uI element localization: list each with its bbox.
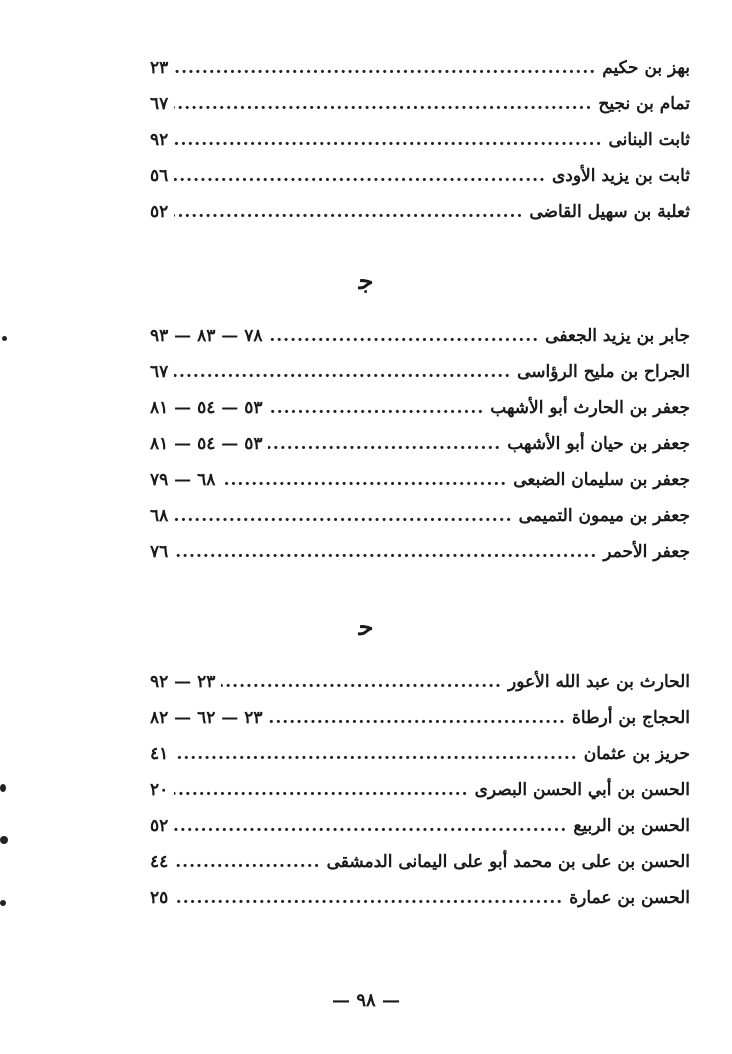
index-entry bbox=[150, 540, 690, 576]
section-heading-ha: ﺣ bbox=[358, 612, 374, 641]
dot-leader bbox=[174, 200, 523, 224]
entry-pages: ٦٧ bbox=[150, 362, 169, 382]
index-entry bbox=[150, 742, 690, 778]
entry-pages: ٦٧ bbox=[150, 94, 169, 114]
index-entry bbox=[150, 128, 690, 164]
entry-pages: ٧٨ — ٨٣ — ٩٣ bbox=[150, 326, 263, 346]
dot-leader bbox=[174, 742, 577, 766]
dot-leader bbox=[174, 778, 468, 802]
entry-name: الحسن بن الربيع bbox=[573, 816, 690, 836]
index-entry bbox=[150, 56, 690, 92]
index-entry bbox=[150, 164, 690, 200]
index-entry bbox=[150, 468, 690, 504]
dot-leader bbox=[174, 56, 596, 80]
index-entry bbox=[150, 670, 690, 706]
entry-pages: ٢٣ — ٩٢ bbox=[150, 672, 216, 692]
index-entry bbox=[150, 706, 690, 742]
entry-name: جعفر الأحمر bbox=[603, 542, 690, 562]
dot-leader bbox=[174, 850, 320, 874]
index-entry bbox=[150, 432, 690, 468]
dot-leader bbox=[174, 164, 546, 188]
entry-name: الجراح بن مليح الرؤاسى bbox=[517, 362, 690, 382]
entry-name: جعفر بن ميمون التميمى bbox=[518, 506, 690, 526]
entry-pages: ٢٠ bbox=[150, 780, 169, 800]
entry-pages: ٧٦ bbox=[150, 542, 169, 562]
entry-name: الحسن بن عمارة bbox=[569, 888, 690, 908]
entry-name: ثابت البنانى bbox=[608, 130, 690, 150]
entry-pages: ٥٢ bbox=[150, 202, 169, 222]
dot-leader bbox=[174, 814, 567, 838]
entry-pages: ٩٢ bbox=[150, 130, 169, 150]
dot-leader bbox=[174, 360, 511, 384]
dot-leader bbox=[174, 886, 563, 910]
index-entry bbox=[150, 396, 690, 432]
entry-name: تمام بن نجيح bbox=[598, 94, 690, 114]
scan-speck bbox=[0, 836, 8, 844]
scan-speck bbox=[2, 336, 7, 341]
entry-pages: ٢٥ bbox=[150, 888, 169, 908]
entry-name: ثابت بن يزيد الأودى bbox=[551, 166, 690, 186]
entry-pages: ٥٣ — ٥٤ — ٨١ bbox=[150, 434, 263, 454]
index-entry bbox=[150, 778, 690, 814]
entry-name: حريز بن عثمان bbox=[583, 744, 690, 764]
entry-name: جعفر بن الحارث أبو الأشهب bbox=[490, 398, 690, 418]
dot-leader bbox=[268, 706, 565, 730]
dot-leader bbox=[174, 92, 592, 116]
entry-pages: ٥٣ — ٥٤ — ٨١ bbox=[150, 398, 263, 418]
entry-name: الحسن بن على بن محمد أبو على اليمانى الدمشقى bbox=[326, 852, 690, 872]
entry-name: الحارث بن عبد الله الأعور bbox=[507, 672, 690, 692]
entry-pages: ٢٣ bbox=[150, 58, 169, 78]
dot-leader bbox=[221, 670, 502, 694]
index-entry bbox=[150, 200, 690, 236]
entry-name: جابر بن يزيد الجعفى bbox=[545, 326, 690, 346]
dot-leader bbox=[174, 540, 597, 564]
index-entry bbox=[150, 324, 690, 360]
entry-pages: ٥٦ bbox=[150, 166, 169, 186]
dot-leader bbox=[174, 128, 602, 152]
section-heading-jim: ﺟ bbox=[358, 266, 374, 295]
index-entry bbox=[150, 850, 690, 886]
page-number: — ٩٨ — bbox=[332, 990, 400, 1011]
dot-leader bbox=[174, 504, 512, 528]
entry-pages: ٦٨ — ٧٩ bbox=[150, 470, 216, 490]
index-entry bbox=[150, 814, 690, 850]
entry-name: بهز بن حكيم bbox=[602, 58, 690, 78]
entry-name: جعفر بن حيان أبو الأشهب bbox=[507, 434, 690, 454]
index-section-jim bbox=[150, 324, 690, 576]
entry-pages: ٤٤ bbox=[150, 852, 169, 872]
index-entry bbox=[150, 504, 690, 540]
dot-leader bbox=[268, 396, 484, 420]
index-section-ba-ta-tha bbox=[150, 56, 690, 236]
entry-name: الحسن بن أبي الحسن البصرى bbox=[474, 780, 690, 800]
scan-speck bbox=[0, 784, 6, 792]
scan-speck bbox=[0, 900, 6, 906]
entry-pages: ٦٨ bbox=[150, 506, 169, 526]
entry-pages: ٥٢ bbox=[150, 816, 169, 836]
dot-leader bbox=[221, 468, 507, 492]
entry-pages: ٢٣ — ٦٢ — ٨٢ bbox=[150, 708, 263, 728]
dot-leader bbox=[268, 324, 539, 348]
dot-leader bbox=[268, 432, 501, 456]
entry-name: جعفر بن سليمان الضبعى bbox=[513, 470, 690, 490]
index-entry bbox=[150, 886, 690, 922]
index-entry bbox=[150, 360, 690, 396]
entry-name: ثعلبة بن سهيل القاضى bbox=[529, 202, 690, 222]
entry-pages: ٤١ bbox=[150, 744, 169, 764]
index-entry bbox=[150, 92, 690, 128]
entry-name: الحجاج بن أرطاة bbox=[571, 708, 690, 728]
index-section-ha bbox=[150, 670, 690, 922]
